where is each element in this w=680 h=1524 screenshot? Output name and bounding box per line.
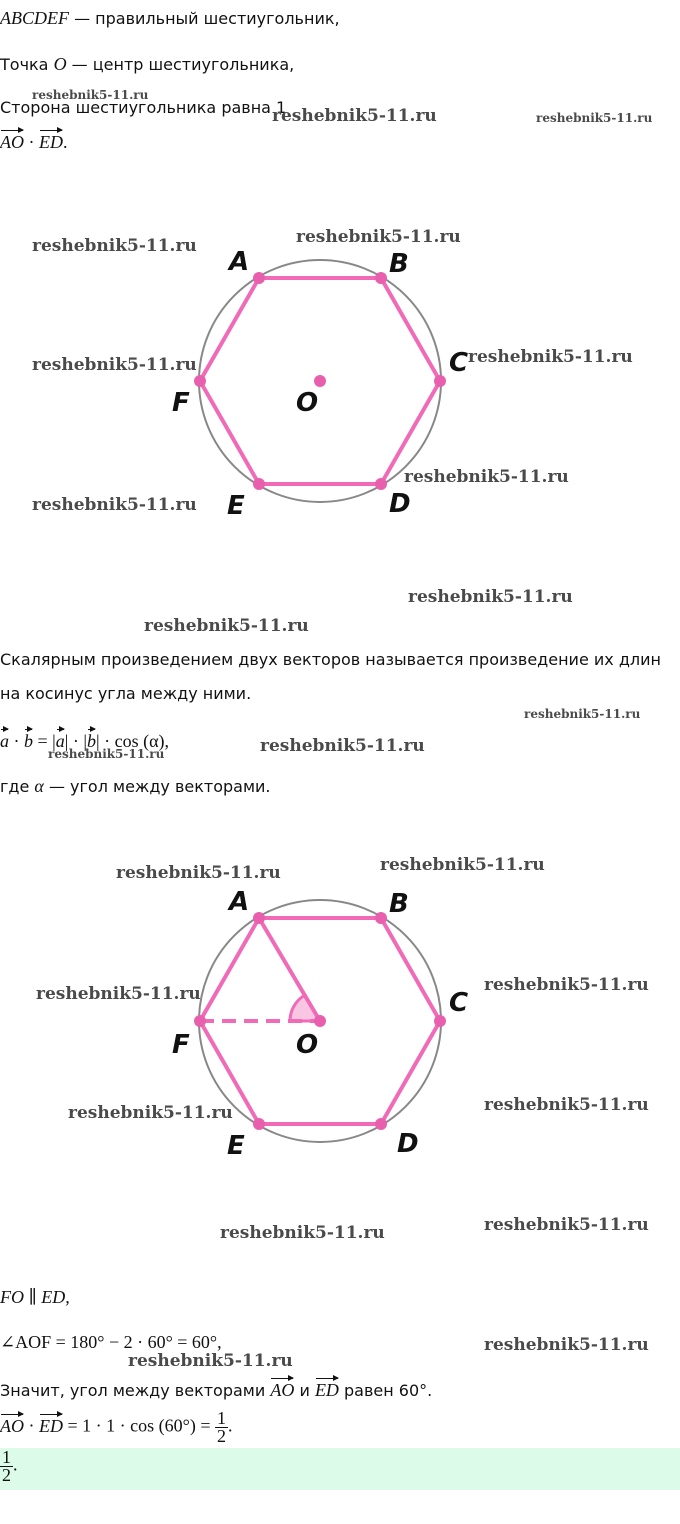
angle-computation: ∠AOF = 180° − 2 · 60° = 60°, [0,1332,222,1352]
answer-denominator: 2 [2,1465,11,1485]
parallel-statement: FO ∥ ED, [0,1287,70,1307]
point-f [194,1015,206,1027]
watermark: reshebnik5-11.ru [484,1335,649,1355]
label-e: E [227,1131,245,1161]
side-length-text: Сторона шестиугольника равна 1 [0,98,287,117]
label-a: A [229,887,250,917]
abs-bar: | [64,731,69,751]
conclusion-text: равен 60°. [338,1381,433,1400]
point-o [314,1015,326,1027]
point-e [253,1118,265,1130]
watermark: reshebnik5-11.ru [260,736,425,756]
statement-line-1 [0,8,340,29]
watermark: reshebnik5-11.ru [408,587,573,607]
dot-operator: · [68,731,84,751]
watermark: reshebnik5-11.ru [36,984,201,1004]
vector-a: a [0,727,9,751]
answer-fraction [0,1449,13,1484]
label-b: B [389,249,409,279]
watermark: reshebnik5-11.ru [128,1351,293,1371]
dot-operator: · [24,132,39,152]
watermark: reshebnik5-11.ru [220,1223,385,1243]
fraction-denominator: 2 [216,1426,226,1446]
label-o: O [296,388,319,418]
point-d [375,478,387,490]
watermark: reshebnik5-11.ru [468,347,633,367]
watermark: reshebnik5-11.ru [68,1103,233,1123]
label-b: B [389,889,409,919]
watermark: reshebnik5-11.ru [144,616,309,636]
point-c [434,1015,446,1027]
vector-ed: ED [315,1376,339,1400]
label-d: D [389,489,411,519]
definition-line-1 [0,650,661,670]
point-c [434,375,446,387]
dot-operator: · [9,731,24,751]
label-f: F [172,388,190,418]
watermark: reshebnik5-11.ru [32,495,197,515]
vector-ed: ED [39,1412,63,1436]
solution-parallel [0,1287,70,1307]
solution-conclusion [0,1376,432,1401]
statement-text: Точка [0,55,54,74]
watermark: reshebnik5-11.ru [524,707,641,721]
watermark: reshebnik5-11.ru [484,1095,649,1115]
alpha-symbol: α [34,776,44,796]
vector-a: a [56,727,65,751]
statement-text: — центр шестиугольника, [66,55,295,74]
definition-where [0,776,271,797]
label-e: E [227,491,245,521]
cos-term: · cos (α), [99,731,170,751]
point-d [375,1118,387,1130]
abs-bar: | [83,731,87,751]
label-a: A [229,247,250,277]
abs-bar: | [95,731,100,751]
point-b [375,912,387,924]
abs-bar: | [52,731,56,751]
period: . [227,1415,233,1436]
result-fraction [215,1410,228,1445]
hexagon-figure-2 [0,870,680,1170]
center-name: O [53,54,67,74]
label-d: D [397,1129,419,1159]
period: . [63,132,68,152]
definition-text: Скалярным произведением двух векторов называется произведение их длин [0,650,661,669]
watermark: reshebnik5-11.ru [404,467,569,487]
watermark: reshebnik5-11.ru [296,227,461,247]
statement-text: — правильный шестиугольник, [69,9,340,28]
watermark: reshebnik5-11.ru [484,1215,649,1235]
watermark: reshebnik5-11.ru [116,863,281,883]
label-c: C [449,348,469,378]
period: . [13,1454,18,1475]
vector-ed: ED [39,128,63,152]
vector-b: b [24,727,33,751]
solution-result [0,1410,232,1445]
where-text: где [0,777,35,796]
watermark: reshebnik5-11.ru [48,747,165,761]
answer-numerator: 1 [2,1447,11,1467]
segment-ao [259,918,320,1021]
answer-box [0,1448,680,1490]
point-o [314,375,326,387]
vector-ao: AO [0,1412,24,1436]
watermark: reshebnik5-11.ru [536,111,653,125]
hexagon-figure-1 [0,230,680,530]
label-o: O [296,1030,319,1060]
label-f: F [172,1030,190,1060]
vector-b: b [87,727,96,751]
point-a [253,272,265,284]
definition-line-2 [0,684,251,704]
watermark: reshebnik5-11.ru [484,975,649,995]
watermark: reshebnik5-11.ru [272,106,437,126]
vector-ao: AO [0,128,24,152]
fraction-numerator: 1 [216,1408,226,1428]
task-expression [0,128,68,152]
conclusion-text: Значит, угол между векторами [0,1381,271,1400]
statement-line-2 [0,54,294,75]
point-f [194,375,206,387]
conclusion-text: и [294,1381,315,1400]
point-e [253,478,265,490]
watermark: reshebnik5-11.ru [32,88,149,102]
watermark: reshebnik5-11.ru [32,355,197,375]
result-expression: = 1 · 1 · cos (60°) = [63,1415,215,1436]
definition-text: на косинус угла между ними. [0,684,252,703]
point-b [375,272,387,284]
dot-operator: · [24,1415,39,1436]
where-text: — угол между векторами. [43,777,271,796]
equals-sign: = [33,731,53,751]
watermark: reshebnik5-11.ru [380,855,545,875]
watermark: reshebnik5-11.ru [32,236,197,256]
solution-angle [0,1332,222,1352]
point-a [253,912,265,924]
hexagon-name: ABCDEF [0,8,69,28]
vector-ao: AO [270,1376,294,1400]
label-c: C [449,988,469,1018]
